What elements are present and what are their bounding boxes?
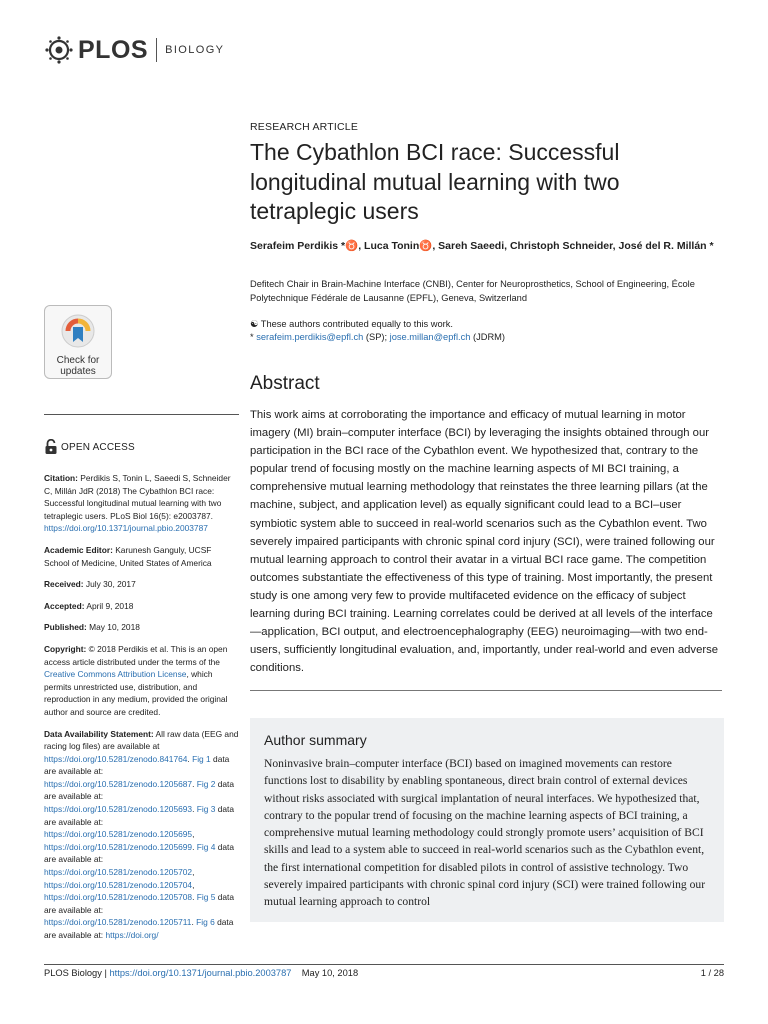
check-for-text: Check for (56, 355, 100, 366)
das-text: data are available at: (44, 804, 235, 827)
abstract-heading: Abstract (250, 373, 320, 394)
footer-doi-link[interactable]: https://doi.org/10.1371/journal.pbio.2003787 (109, 968, 292, 978)
received-date (44, 578, 239, 591)
data-link[interactable]: https://doi.org/10.5281/zenodo.1205704 (44, 879, 193, 890)
data-link[interactable]: https://doi.org/10.5281/zenodo.841764 (44, 753, 188, 764)
das-text: data are available at: (44, 892, 235, 915)
page-number: 1 / 28 (700, 968, 724, 978)
author-summary-body: Noninvasive brain–computer interface (BCI) based on imagined movements can restore functions lost to disability by enabling spontaneous, direct brain control of external devices without risks associated with surgical implantation of neural interfaces. We hypothesized that, contrary to the popular trend of focusing on the machine learning aspects of BCI training, a comprehensive mutual learning methodology could strongly promote users’ acquisition of BCI skills and lead to a system able to succeed in real-world scenarios such as the Cybathlon event, the first international competition for disabled pilots in control of assistive technology. Two severely impaired participants with chronic spinal cord injury (SCI) were trained following our mutual learning approach to control (264, 757, 706, 909)
das-text: . (192, 804, 197, 815)
logo-divider (156, 38, 157, 62)
footer-date: May 10, 2018 (301, 968, 359, 978)
received-text: July 30, 2017 (83, 579, 136, 590)
plos-logo-icon (44, 35, 74, 65)
article-type: RESEARCH ARTICLE (250, 121, 359, 133)
data-link[interactable]: https://doi.org/10.5281/zenodo.1205687 (44, 778, 193, 789)
citation-doi-link[interactable]: https://doi.org/10.1371/journal.pbio.2003787 (44, 523, 208, 534)
data-link[interactable]: https://doi.org/10.5281/zenodo.1205708 (44, 892, 193, 903)
data-link[interactable]: https://doi.org/10.5281/zenodo.1205699 (44, 841, 193, 852)
author-list: Serafeim Perdikis *♉, Luca Tonin♉, Sareh Saeedi, Christoph Schneider, José del R. Millán * (250, 240, 714, 252)
article-info-sidebar (44, 414, 239, 951)
citation-label: Citation: (44, 473, 78, 483)
equal-contribution-text: These authors contributed equally to this work. (260, 319, 454, 329)
das-text: , (192, 867, 195, 878)
author-summary-box (250, 718, 724, 922)
open-lock-icon (44, 439, 58, 455)
corresponding-emails (250, 331, 720, 344)
author-notes (250, 318, 720, 344)
footer-journal: PLOS Biology (44, 968, 102, 978)
copyright-text: © 2018 Perdikis et al. This is an open access article distributed under the terms of the (44, 643, 228, 667)
copyright (44, 643, 239, 719)
received-label: Received: (44, 579, 84, 590)
license-link[interactable]: Creative Commons Attribution License (44, 669, 187, 680)
open-access-text: OPEN ACCESS (61, 441, 135, 453)
email-tag: (JDRM) (470, 332, 506, 342)
copyright-text-end: , which permits unrestricted use, distribution, and reproduction in any medium, provided the original author and source are credited. (44, 669, 228, 717)
data-link[interactable]: https://doi.org/10.5281/zenodo.1205693 (44, 804, 193, 815)
fig-link[interactable]: Fig 3 (196, 804, 216, 815)
affiliation: Defitech Chair in Brain-Machine Interface (CNBI), Center for Neuroprosthetics, School of Engineering, École Polytechnique Fédérale de Lausanne (EPFL), Geneva, Switzerland (250, 279, 695, 303)
das-text: . (192, 841, 197, 852)
das-text: . (191, 917, 197, 928)
das-text: data are available at: (44, 917, 234, 940)
sidebar-divider (44, 414, 239, 415)
journal-name: BIOLOGY (165, 44, 225, 56)
abstract-divider (250, 690, 722, 691)
accepted-label: Accepted: (44, 600, 85, 611)
citation (44, 472, 239, 535)
bookmark-ribbon-icon (60, 313, 96, 349)
citation-text: Perdikis S, Tonin L, Saeedi S, Schneider C, Millán JdR (2018) The Cybathlon BCI race: Successful longitudinal mutual learning with two tetraplegic users. PLoS Biol 16(5): e2003787. (44, 473, 231, 521)
data-link[interactable]: https://doi.org/ (105, 930, 159, 940)
footer-sep: | (101, 968, 110, 978)
email-link-millan[interactable]: jose.millan@epfl.ch (389, 332, 471, 342)
accepted-date (44, 600, 239, 613)
academic-editor (44, 544, 239, 569)
article-title: The Cybathlon BCI race: Successful longitudinal mutual learning with two tetraplegic users (250, 139, 620, 224)
fig-link[interactable]: Fig 4 (196, 841, 216, 852)
data-link[interactable]: https://doi.org/10.5281/zenodo.1205711 (44, 917, 192, 928)
das-text: . (192, 778, 197, 789)
check-for-updates-label (45, 355, 111, 377)
journal-logo (44, 34, 224, 66)
das-text: data are available at: (44, 753, 230, 777)
das-text: , (192, 829, 195, 840)
data-availability (44, 728, 239, 942)
das-text: . (187, 753, 193, 764)
open-access-label (44, 439, 239, 455)
asterisk-icon: * (250, 332, 254, 342)
footer-divider (44, 964, 724, 965)
das-text: data are available at: (44, 778, 235, 802)
das-text: , (192, 879, 195, 890)
email-tag: (SP); (363, 332, 390, 342)
copyright-label: Copyright: (44, 643, 87, 654)
accepted-text: April 9, 2018 (84, 600, 134, 611)
fig-link[interactable]: Fig 2 (196, 778, 216, 789)
fig-link[interactable]: Fig 5 (196, 892, 216, 903)
page-footer (44, 968, 724, 978)
equal-contribution-note (250, 318, 720, 331)
editor-label: Academic Editor: (44, 544, 113, 555)
brand-name: PLOS (78, 35, 149, 64)
published-label: Published: (44, 622, 87, 633)
abstract-body: This work aims at corroborating the importance and efficacy of mutual learning in motor imagery (MI) brain–computer interface (BCI) by leveraging the insights obtained through our participation in the BCI race of the Cybathlon event. We hypothesized that, contrary to the popular trend of focusing mostly on the machine learning aspects of MI BCI training, a comprehensive mutual learning methodology that reinstates the three learning pillars (at the machine, subject, and application level) as equally significant could lead to a BCI–user symbiotic system able to succeed in real-world scenarios such as the Cybathlon event. Two severely impaired participants with chronic spinal cord injury (SCI), were trained following our mutual learning approach to control their avatar in a virtual BCI race game. The competition outcomes substantiate the effectiveness of this type of training. Most importantly, the present study is one among very few to provide multifaceted evidence on the efficacy of subject learning during BCI training. Learning correlates could be derived at all levels of the interface—application, BCI output, and electroencephalography (EEG) neuroimaging—with two end-users, sufficiently longitudinal evaluation, and, importantly, under real-world and even adverse conditions. (250, 409, 719, 675)
check-for-updates-badge[interactable] (44, 305, 112, 379)
editor-text: Karunesh Ganguly, UCSF School of Medicine, United States of America (44, 544, 212, 568)
equal-contribution-icon: ☯ (250, 319, 259, 329)
data-link[interactable]: https://doi.org/10.5281/zenodo.1205702 (44, 867, 193, 878)
updates-text: updates (60, 366, 96, 377)
das-text: All raw data (EEG and racing log files) are available at (44, 728, 239, 752)
author-summary-heading: Author summary (264, 732, 367, 748)
data-link[interactable]: https://doi.org/10.5281/zenodo.1205695 (44, 829, 193, 840)
published-date (44, 621, 239, 634)
das-text: data are available at: (44, 841, 235, 865)
das-label: Data Availability Statement: (44, 728, 154, 739)
email-link-perdikis[interactable]: serafeim.perdikis@epfl.ch (256, 332, 364, 342)
published-text: May 10, 2018 (86, 622, 140, 633)
das-text: . (192, 892, 197, 903)
fig-link[interactable]: Fig 6 (196, 917, 215, 928)
fig-link[interactable]: Fig 1 (192, 753, 211, 764)
